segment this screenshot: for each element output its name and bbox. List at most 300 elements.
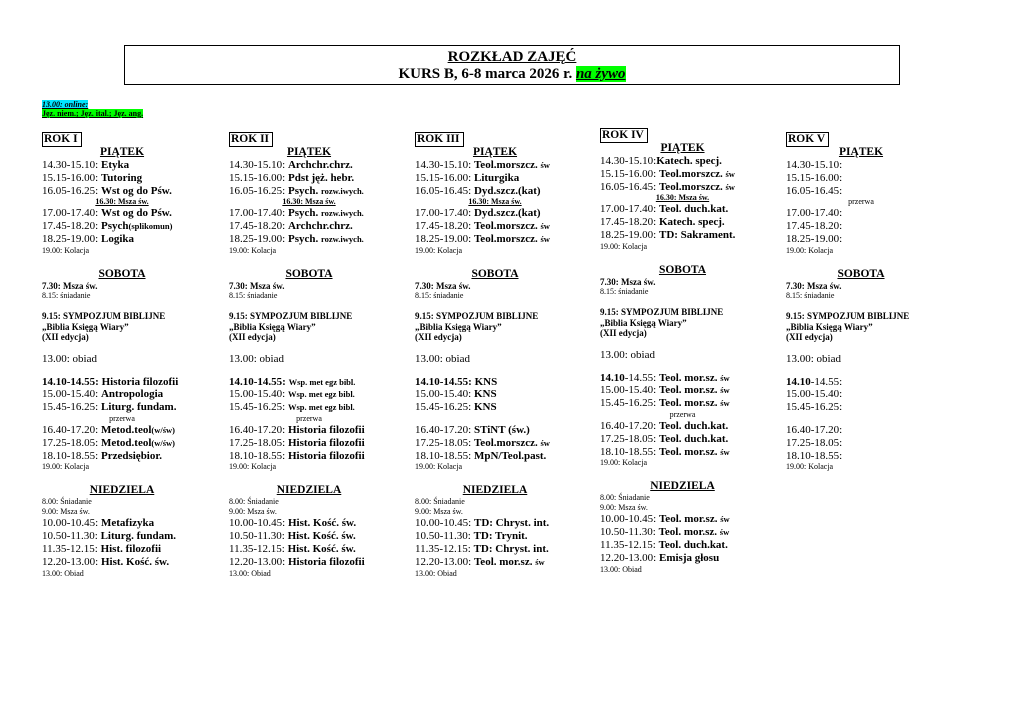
saturday-dinner: 19.00: Kolacja: [786, 462, 834, 472]
sunday-lunch: 13.00: Obiad: [229, 568, 271, 578]
saturday-lunch: 13.00: obiad: [786, 352, 841, 365]
sunday-breakfast: 8.00: Śniadanie: [415, 497, 465, 507]
slot-time: 16.05-16.45:: [415, 184, 474, 197]
mass-time: 7.30:: [229, 280, 248, 291]
class-slot: [229, 424, 389, 437]
slot-subject-note: św: [720, 398, 730, 409]
slot-subject: Teol.morszcz.: [473, 220, 541, 233]
saturday-dinner: 19.00: Kolacja: [600, 458, 648, 468]
slot-time: 11.35-12.15:: [229, 542, 288, 555]
page-title: ROZKŁAD ZAJĘĆ: [447, 49, 577, 65]
slot-time: 18.25-19.00:: [786, 232, 843, 245]
slot-time: 15.15-16.00:: [415, 171, 474, 184]
live-badge: na żywo: [575, 66, 626, 82]
slot-subject-note: św: [540, 160, 550, 170]
sunday-mass: 9.00: Msza św.: [600, 503, 648, 513]
slot-time: 16.40-17.20:: [229, 423, 288, 436]
mass-label: Msza św.: [433, 280, 471, 291]
class-slot: [415, 185, 575, 198]
class-slot: [42, 517, 202, 530]
class-slot: [786, 450, 936, 463]
slot-subject: Wst og do Pśw.: [100, 207, 172, 220]
slot-subject: Psych.: [287, 184, 321, 197]
slot-subject: Historia filozofii: [287, 423, 365, 436]
slot-time: 14.30-15.10:: [42, 159, 101, 171]
slot-subject: Liturgika: [473, 171, 520, 184]
class-slot: [415, 556, 575, 569]
saturday-heading: SOBOTA: [285, 267, 333, 280]
class-slot: [786, 207, 936, 220]
class-slot: [229, 450, 389, 463]
class-slot: [415, 530, 575, 543]
slot-time: 10.50-11.30:: [415, 530, 474, 543]
class-slot: [786, 424, 936, 437]
slot-time: 17.45-18.20:: [229, 220, 288, 233]
slot-subject: Metod.teol: [100, 436, 152, 449]
slot-time: 17.25-18.05:: [786, 436, 843, 449]
saturday-breakfast: 8.15: śniadanie: [786, 291, 835, 301]
saturday-heading: SOBOTA: [837, 267, 885, 280]
year-column-rok1: [42, 132, 202, 579]
class-slot: [786, 376, 936, 389]
friday-mass-note: 16.30: Msza św.: [282, 197, 336, 207]
class-slot: [229, 207, 389, 220]
saturday-heading: SOBOTA: [98, 267, 146, 280]
slot-subject-note: św: [540, 437, 550, 448]
slot-subject: Historia filozofii: [287, 555, 365, 568]
friday-mass-note: 16.30: Msza św.: [655, 193, 710, 203]
slot-subject: STiNT (św.): [473, 423, 530, 436]
friday-heading: PIĄTEK: [472, 146, 518, 158]
symposium-title: 9.15: SYMPOZJUM BIBLIJNE: [600, 307, 724, 318]
class-slot: [600, 552, 765, 565]
class-slot: [42, 376, 202, 389]
slot-time: 18.10-18.55:: [229, 449, 288, 462]
class-slot: [786, 220, 936, 233]
class-slot: [600, 229, 765, 242]
slot-time: 18.25-19.00:: [415, 232, 474, 245]
slot-subject: MpN/Teol.past.: [473, 449, 547, 462]
class-slot: [786, 233, 936, 246]
slot-subject: Teol. mor.sz.: [658, 445, 721, 458]
class-slot: [229, 530, 389, 543]
saturday-breakfast: 8.15: śniadanie: [415, 291, 464, 301]
slot-time: 14.10-14.55:: [229, 375, 289, 388]
slot-subject: Dyd.szcz.(kat): [473, 184, 541, 197]
slot-subject: TD: Sakrament.: [658, 228, 736, 241]
class-slot: [42, 220, 202, 233]
slot-time: 17.00-17.40:: [600, 203, 659, 216]
saturday-lunch: 13.00: obiad: [600, 348, 655, 361]
slot-subject: Teol. duch.kat.: [658, 419, 729, 432]
saturday-mass: [786, 281, 936, 292]
friday-dinner: 19.00: Kolacja: [786, 245, 834, 255]
slot-subject: Hist. Kość. św.: [287, 530, 356, 543]
saturday-mass: [600, 277, 765, 288]
slot-subject: Historia filozofii: [287, 449, 365, 462]
saturday-breakfast: 8.15: śniadanie: [42, 291, 91, 301]
class-slot: [42, 159, 202, 172]
slot-time: 15.00-15.40:: [229, 388, 288, 401]
slot-subject: Logika: [100, 232, 134, 245]
slot-time: 18.10-18.55:: [42, 449, 101, 462]
saturday-lunch: 13.00: obiad: [229, 352, 284, 365]
saturday-dinner: 19.00: Kolacja: [415, 462, 463, 472]
sunday-breakfast: 8.00: Śniadanie: [600, 493, 650, 503]
slot-subject: Liturg. fundam.: [100, 530, 177, 543]
year-column-rok5: [786, 132, 936, 472]
slot-subject: Antropologia: [100, 388, 164, 401]
friday-mass-note: 16.30: Msza św.: [95, 197, 149, 207]
slot-subject: Teol. mor.sz.: [658, 397, 721, 410]
slot-time: 18.10-18.55:: [786, 449, 843, 462]
slot-subject: Tutoring: [100, 171, 143, 184]
class-slot: [415, 220, 575, 233]
slot-time: 10.00-10.45:: [42, 517, 101, 530]
class-slot: [600, 526, 765, 539]
slot-time: 15.45-16.25:: [42, 401, 101, 414]
class-slot: [42, 556, 202, 569]
symposium-title: 9.15: SYMPOZJUM BIBLIJNE: [229, 311, 353, 322]
class-slot: [229, 172, 389, 185]
slot-time: 10.50-11.30:: [42, 530, 101, 543]
slot-time: 14.30-15.10:: [415, 159, 474, 171]
mass-time: 7.30:: [42, 280, 61, 291]
slot-subject: Psych.: [287, 207, 321, 220]
slot-subject-note: Wsp. met egz bibl.: [287, 389, 355, 400]
saturday-break: przerwa: [669, 409, 696, 419]
slot-subject-note: rozw.iwych.: [320, 185, 364, 196]
class-slot: [786, 185, 936, 198]
symposium-edition: (XII edycja): [786, 332, 833, 343]
class-slot: [229, 543, 389, 556]
slot-subject: Hist. Kość. św.: [287, 517, 357, 530]
slot-subject-note: (splikomun): [128, 221, 173, 232]
sunday-heading: NIEDZIELA: [650, 480, 715, 493]
slot-time: 15.45-16.25:: [786, 401, 843, 414]
slot-time: 15.45-16.25:: [229, 401, 288, 414]
slot-subject-note: św: [540, 233, 550, 244]
slot-subject: Historia filozofii: [287, 436, 365, 449]
slot-subject-note: Wsp. met egz bibl.: [288, 376, 356, 387]
slot-time: 10.00-10.45:: [229, 517, 288, 530]
slot-time: 10.00-10.45:: [415, 517, 474, 530]
saturday-break: przerwa: [296, 413, 322, 423]
mass-time: 7.30:: [600, 276, 619, 287]
slot-subject: Emisja głosu: [658, 551, 720, 564]
saturday-lunch: 13.00: obiad: [415, 352, 470, 365]
slot-time: 17.25-18.05:: [600, 432, 659, 445]
symposium-edition: (XII edycja): [229, 332, 276, 343]
slot-time: 12.20-13.00:: [229, 555, 288, 568]
slot-time: 10.50-11.30:: [229, 530, 288, 543]
class-slot: [600, 446, 765, 459]
friday-mass-note: przerwa: [848, 197, 874, 207]
slot-time: 15.00-15.40:: [415, 388, 474, 401]
class-slot: [42, 450, 202, 463]
sunday-heading: NIEDZIELA: [462, 484, 528, 497]
slot-subject-note: św: [725, 168, 735, 179]
class-slot: [600, 155, 765, 168]
sunday-lunch: 13.00: Obiad: [415, 568, 457, 578]
slot-time: 14.10-14.55:: [42, 375, 102, 388]
online-note: [42, 100, 143, 118]
slot-time: 17.25-18.05:: [229, 436, 288, 449]
sunday-mass: 9.00: Msza św.: [229, 507, 277, 517]
class-slot: [229, 376, 389, 389]
friday-dinner: 19.00: Kolacja: [42, 245, 90, 255]
slot-time: 16.40-17.20:: [415, 423, 474, 436]
slot-time: 17.00-17.40:: [415, 207, 474, 220]
class-slot: [415, 388, 575, 401]
slot-time: 16.40-17.20:: [42, 423, 101, 436]
friday-heading: PIĄTEK: [838, 146, 884, 158]
slot-time: 11.35-12.15:: [415, 542, 474, 555]
slot-time: 16.05-16.45:: [600, 180, 659, 193]
class-slot: [415, 376, 575, 389]
slot-subject: Teol. mor.sz.: [658, 371, 721, 384]
symposium-edition: (XII edycja): [415, 332, 462, 343]
sunday-heading: NIEDZIELA: [276, 484, 342, 497]
friday-dinner: 19.00: Kolacja: [229, 245, 277, 255]
sunday-breakfast: 8.00: Śniadanie: [229, 497, 279, 507]
slot-time: 15.00-15.40:: [600, 384, 659, 397]
slot-time: 14.30-15.10:: [786, 159, 843, 171]
sunday-heading: NIEDZIELA: [89, 484, 155, 497]
slot-subject: KNS: [473, 401, 497, 414]
slot-subject: Metafizyka: [100, 517, 155, 530]
slot-time: 12.20-13.00:: [600, 551, 659, 564]
slot-subject: TD: Trynit.: [473, 530, 528, 543]
sunday-lunch: 13.00: Obiad: [42, 568, 84, 578]
mass-label: Msza św.: [60, 280, 98, 291]
slot-time: 15.45-16.25:: [600, 397, 659, 410]
sunday-mass: 9.00: Msza św.: [415, 507, 463, 517]
slot-time: 14.10-14.55:: [415, 375, 475, 388]
online-time: 13.00: online:: [42, 100, 89, 109]
friday-mass-note: 16.30: Msza św.: [468, 197, 522, 207]
slot-time: 17.45-18.20:: [415, 220, 474, 233]
slot-subject-note: (w/św): [151, 424, 175, 435]
class-slot: [229, 517, 389, 530]
year-column-rok3: [415, 132, 575, 579]
class-slot: [42, 437, 202, 450]
saturday-heading: SOBOTA: [658, 263, 707, 276]
slot-subject: Teol.morszcz.: [473, 232, 541, 245]
slot-time: 15.00-15.40:: [42, 388, 101, 401]
year-label: ROK V: [786, 132, 829, 147]
slot-subject-note: (w/św): [151, 437, 175, 448]
mass-label: Msza św.: [247, 280, 285, 291]
saturday-mass: [415, 281, 575, 292]
slot-subject-note: św: [720, 372, 730, 383]
slot-subject: Teol. duch.kat.: [658, 538, 728, 551]
slot-subject-note: rozw.iwych.: [320, 233, 364, 244]
slot-time: 10.00-10.45:: [600, 513, 659, 526]
slot-subject: Archchr.chrz.: [287, 220, 353, 233]
class-slot: [229, 388, 389, 401]
slot-subject: Liturg. fundam.: [100, 401, 177, 414]
class-slot: [600, 372, 765, 385]
slot-subject-note: św: [535, 556, 545, 567]
year-column-rok2: [229, 132, 389, 579]
slot-time: 16.40-17.20:: [786, 423, 843, 436]
year-label: ROK II: [229, 132, 273, 147]
slot-subject: TD: Chryst. int.: [473, 542, 549, 555]
slot-subject-note: św: [720, 446, 730, 457]
class-slot: [229, 556, 389, 569]
saturday-break: przerwa: [109, 413, 135, 423]
class-slot: [600, 216, 765, 229]
slot-time: 12.20-13.00:: [42, 555, 101, 568]
slot-subject: Katech. specj.: [658, 216, 725, 229]
slot-subject-note: św: [720, 385, 730, 396]
slot-time: 17.00-17.40:: [42, 207, 101, 220]
slot-time: 18.25-19.00:: [600, 228, 659, 241]
online-languages: Jęz. niem.; Jęz. ital.; Jęz. ang.: [42, 109, 144, 118]
slot-subject: Etyka: [100, 159, 130, 171]
mass-label: Msza św.: [804, 280, 842, 291]
class-slot: [229, 220, 389, 233]
class-slot: [415, 517, 575, 530]
class-slot: [415, 207, 575, 220]
friday-heading: PIĄTEK: [660, 142, 705, 154]
friday-dinner: 19.00: Kolacja: [600, 241, 648, 251]
slot-subject: Przedsiębior.: [100, 449, 162, 462]
slot-subject: Teol. mor.sz.: [658, 513, 721, 526]
slot-time: 18.25-19.00:: [229, 232, 288, 245]
class-slot: [786, 159, 936, 172]
slot-subject: Psych: [100, 220, 129, 233]
class-slot: [229, 401, 389, 414]
class-slot: [42, 233, 202, 246]
slot-subject: Hist. Kość. św.: [287, 542, 356, 555]
slot-subject: Teol. mor.sz.: [658, 384, 721, 397]
mass-time: 7.30:: [786, 280, 805, 291]
slot-time: 17.00-17.40:: [786, 207, 843, 220]
class-slot: [786, 388, 936, 401]
slot-subject: Teol. mor.sz.: [658, 526, 720, 539]
slot-subject: Pdst jęż. hebr.: [287, 171, 355, 184]
class-slot: [42, 543, 202, 556]
slot-subject: TD: Chryst. int.: [473, 517, 550, 530]
class-slot: [415, 233, 575, 246]
slot-time: 15.15-16.00:: [42, 171, 101, 184]
slot-time: 17.00-17.40:: [229, 207, 288, 220]
saturday-lunch: 13.00: obiad: [42, 352, 97, 365]
symposium-title: 9.15: SYMPOZJUM BIBLIJNE: [786, 311, 910, 322]
slot-time: 16.05-16.45:: [786, 184, 843, 197]
class-slot: [415, 159, 575, 172]
saturday-dinner: 19.00: Kolacja: [42, 462, 90, 472]
slot-subject-note: św: [720, 514, 730, 525]
slot-time: 17.45-18.20:: [600, 216, 659, 229]
slot-subject: Psych.: [287, 232, 321, 245]
class-slot: [42, 388, 202, 401]
symposium-edition: (XII edycja): [600, 328, 647, 339]
symposium-edition: (XII edycja): [42, 332, 89, 343]
class-slot: [600, 433, 765, 446]
sunday-mass: 9.00: Msza św.: [42, 507, 90, 517]
slot-time: 17.45-18.20:: [786, 220, 843, 233]
symposium-subtitle: „Biblia Księgą Wiary”: [415, 321, 502, 332]
year-column-rok4: [600, 128, 765, 575]
saturday-heading: SOBOTA: [471, 267, 519, 280]
class-slot: [600, 397, 765, 410]
slot-time: 16.05-16.25:: [42, 184, 101, 197]
class-slot: [415, 401, 575, 414]
slot-time: 15.00-15.40:: [786, 388, 843, 401]
slot-subject: Teol.morszcz.: [473, 159, 541, 171]
mass-time: 7.30:: [415, 280, 434, 291]
class-slot: [600, 384, 765, 397]
sunday-lunch: 13.00: Obiad: [600, 564, 642, 574]
class-slot: [786, 172, 936, 185]
slot-subject: Historia filozofii: [101, 375, 179, 388]
slot-subject: KNS: [474, 375, 498, 388]
slot-time: 17.25-18.05:: [42, 436, 101, 449]
friday-dinner: 19.00: Kolacja: [415, 245, 463, 255]
page-subtitle: [125, 66, 899, 83]
slot-time-end: -14.55:: [624, 371, 659, 384]
class-slot: [600, 513, 765, 526]
slot-time: 11.35-12.15:: [42, 542, 101, 555]
class-slot: [600, 181, 765, 194]
slot-subject-note: rozw.iwych.: [320, 208, 364, 219]
slot-time: 14.10: [600, 371, 625, 384]
class-slot: [600, 539, 765, 552]
saturday-dinner: 19.00: Kolacja: [229, 462, 277, 472]
slot-time: 17.25-18.05:: [415, 436, 474, 449]
class-slot: [415, 437, 575, 450]
slot-time: 15.15-16.00:: [786, 171, 843, 184]
class-slot: [229, 159, 389, 172]
class-slot: [229, 233, 389, 246]
class-slot: [229, 437, 389, 450]
slot-subject: Teol. mor.sz.: [473, 555, 536, 568]
class-slot: [42, 424, 202, 437]
friday-heading: PIĄTEK: [99, 146, 145, 158]
slot-subject: Teol.morszcz.: [658, 180, 726, 193]
class-slot: [600, 203, 765, 216]
class-slot: [786, 437, 936, 450]
slot-subject: Metod.teol: [100, 423, 152, 436]
year-label: ROK IV: [600, 128, 648, 143]
class-slot: [600, 420, 765, 433]
slot-subject: Hist. Kość. św.: [100, 555, 170, 568]
symposium-subtitle: „Biblia Księgą Wiary”: [229, 321, 316, 332]
friday-heading: PIĄTEK: [286, 146, 332, 158]
slot-time: 10.50-11.30:: [600, 526, 659, 539]
slot-time: 18.25-19.00:: [42, 232, 101, 245]
symposium-subtitle: „Biblia Księgą Wiary”: [42, 321, 129, 332]
slot-time: 16.40-17.20:: [600, 419, 659, 432]
class-slot: [42, 401, 202, 414]
course-dates: KURS B, 6-8 marca 2026 r.: [398, 66, 573, 82]
class-slot: [786, 401, 936, 414]
year-label: ROK I: [42, 132, 82, 147]
slot-time-end: -14.55:: [810, 375, 843, 388]
slot-subject: Archchr.chrz.: [287, 159, 353, 171]
saturday-breakfast: 8.15: śniadanie: [600, 287, 649, 297]
class-slot: [415, 424, 575, 437]
saturday-break: [786, 414, 936, 424]
symposium-subtitle: „Biblia Księgą Wiary”: [600, 317, 687, 328]
slot-time: 18.10-18.55:: [600, 445, 659, 458]
class-slot: [229, 185, 389, 198]
slot-subject: Wst og do Pśw.: [100, 184, 172, 197]
slot-time: 15.15-16.00:: [229, 171, 288, 184]
